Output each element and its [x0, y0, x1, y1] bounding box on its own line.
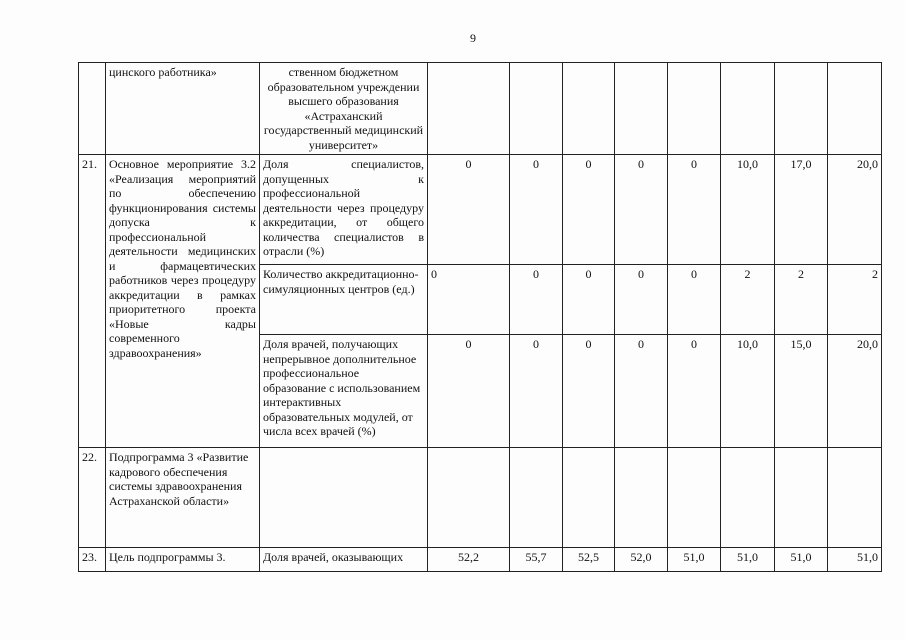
- value-cell: 2: [721, 265, 775, 335]
- value-cell: 0: [510, 265, 563, 335]
- indicator-text-line-1: Количество аккредитационно-: [263, 267, 419, 281]
- indicator-text: ственном бюджетном образовательном учреждении высшего образования «Астраханский государственный медицинский университет»: [263, 65, 424, 152]
- event-cell: [106, 63, 260, 155]
- indicator-text-line-2: симуляционных центров (ед.): [263, 281, 415, 296]
- indicator-cell: [260, 265, 428, 335]
- indicator-cell: [260, 448, 428, 548]
- value-cell: [428, 63, 510, 155]
- value-cell: 51,0: [721, 548, 775, 572]
- indicators-table: [78, 62, 882, 572]
- value-cell: 0: [668, 335, 721, 448]
- value-cell: 51,0: [668, 548, 721, 572]
- value-cell: [563, 448, 615, 548]
- table-row-21-indicator-1: [79, 155, 882, 265]
- event-text: цинского работника»: [109, 65, 217, 79]
- value-cell: 0: [510, 155, 563, 265]
- value-cell: 2: [828, 265, 882, 335]
- value-cell: 0: [615, 155, 668, 265]
- event-cell: [106, 155, 260, 448]
- value-cell: 55,7: [510, 548, 563, 572]
- row-number-cell: 21.: [79, 155, 106, 448]
- value-cell: 10,0: [721, 335, 775, 448]
- value-cell: 17,0: [775, 155, 828, 265]
- event-cell: [106, 448, 260, 548]
- value-cell: [668, 63, 721, 155]
- event-text: Цель подпрограммы 3.: [109, 550, 226, 564]
- value-cell: 10,0: [721, 155, 775, 265]
- value-cell: [428, 448, 510, 548]
- value-cell: 20,0: [828, 155, 882, 265]
- value-cell: 0: [615, 335, 668, 448]
- value-cell: 0: [615, 265, 668, 335]
- value-cell: [510, 63, 563, 155]
- row-number-cell: 22.: [79, 448, 106, 548]
- value-cell: 0: [668, 155, 721, 265]
- indicator-text: Доля врачей, получающих непрерывное дополнительное профессиональное образование с использованием интерактивных образовательных модулей, от числа всех врачей (%): [263, 337, 421, 438]
- value-cell: [775, 63, 828, 155]
- value-cell: 0: [428, 265, 510, 335]
- value-cell: [668, 448, 721, 548]
- value-cell: 20,0: [828, 335, 882, 448]
- page-number: 9: [470, 31, 476, 45]
- indicator-cell: [260, 335, 428, 448]
- value-cell: [828, 448, 882, 548]
- value-cell: [615, 448, 668, 548]
- value-cell: [510, 448, 563, 548]
- value-cell: 15,0: [775, 335, 828, 448]
- row-number-cell: 23.: [79, 548, 106, 572]
- value-cell: 52,0: [615, 548, 668, 572]
- value-cell: 0: [563, 265, 615, 335]
- value-cell: [563, 63, 615, 155]
- value-cell: [828, 63, 882, 155]
- indicator-text: Доля специалистов, допущенных к профессиональной деятельности через процедуру аккредитации, от общего количества специалистов в отрасли (%): [263, 157, 424, 258]
- value-cell: [615, 63, 668, 155]
- indicator-text: Доля врачей, оказывающих: [263, 550, 404, 564]
- table-row-continuation: [79, 63, 882, 155]
- value-cell: 2: [775, 265, 828, 335]
- value-cell: 51,0: [775, 548, 828, 572]
- row-number-cell: [79, 63, 106, 155]
- value-cell: 0: [428, 155, 510, 265]
- value-cell: [775, 448, 828, 548]
- event-text: Подпрограмма 3 «Развитие кадрового обеспечения системы здравоохранения Астраханской области»: [109, 450, 249, 508]
- value-cell: 52,5: [563, 548, 615, 572]
- value-cell: [721, 448, 775, 548]
- value-cell: 0: [510, 335, 563, 448]
- indicator-cell: [260, 548, 428, 572]
- event-cell: [106, 548, 260, 572]
- value-cell: 51,0: [828, 548, 882, 572]
- table-row-23: [79, 548, 882, 572]
- table-row-22: [79, 448, 882, 548]
- indicator-cell: [260, 155, 428, 265]
- value-cell: 0: [428, 335, 510, 448]
- event-text: Основное мероприятие 3.2 «Реализация мероприятий по обеспечению функционирования системы допуска к профессиональной деятельности медицинских и фармацевтических работников через процедуру аккредитации в рамках приоритетного проекта «Новые кадры современного здравоохранения»: [109, 157, 256, 360]
- value-cell: 52,2: [428, 548, 510, 572]
- value-cell: [721, 63, 775, 155]
- indicator-cell: [260, 63, 428, 155]
- value-cell: 0: [563, 155, 615, 265]
- value-cell: 0: [668, 265, 721, 335]
- value-cell: 0: [563, 335, 615, 448]
